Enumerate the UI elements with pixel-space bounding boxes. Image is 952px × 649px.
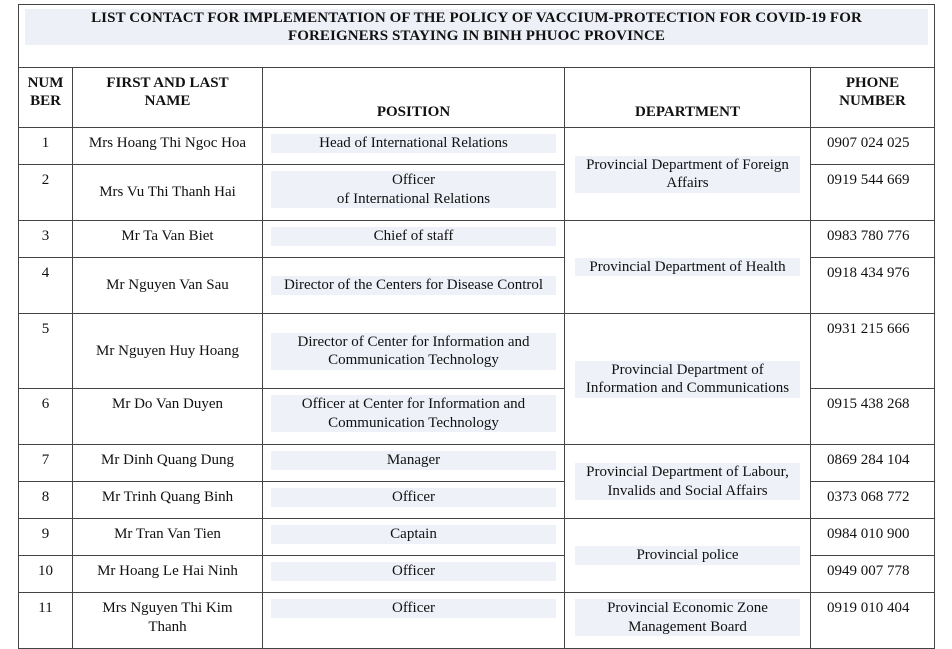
- name-line2: Thanh: [148, 618, 187, 635]
- row-position: [263, 258, 565, 314]
- department-line1: Provincial Economic Zone: [607, 600, 768, 616]
- row-number: 7: [19, 445, 73, 482]
- header-phone-line1: PHONE: [845, 75, 900, 91]
- row-name: Mr Do Van Duyen: [73, 389, 263, 445]
- header-position-label: POSITION: [376, 104, 451, 120]
- row-position-text: Manager: [271, 451, 556, 470]
- row-name: Mr Nguyen Huy Hoang: [73, 314, 263, 389]
- row-position-text: Director of the Centers for Disease Control: [271, 276, 556, 295]
- header-number-line2: BER: [30, 93, 61, 109]
- row-position: [263, 165, 565, 221]
- row-position: [263, 482, 565, 519]
- table-row: [19, 221, 935, 258]
- header-name-line1: FIRST AND LAST: [106, 75, 229, 91]
- table-row: [19, 445, 935, 482]
- row-position: [263, 128, 565, 165]
- department-line2: Management Board: [628, 618, 747, 635]
- row-phone: 0919 544 669: [811, 165, 935, 221]
- row-number: 11: [19, 593, 73, 649]
- row-phone: 0869 284 104: [811, 445, 935, 482]
- row-name: Mr Tran Van Tien: [73, 519, 263, 556]
- row-phone: 0931 215 666: [811, 314, 935, 389]
- header-row: [19, 68, 935, 128]
- table-row: [19, 128, 935, 165]
- department-cell-information: [565, 314, 811, 445]
- table-row: [19, 593, 935, 649]
- header-phone: [811, 68, 935, 128]
- row-name: Mr Hoang Le Hai Ninh: [73, 556, 263, 593]
- header-name: [73, 68, 263, 128]
- title-cell: [19, 5, 935, 68]
- row-number: 1: [19, 128, 73, 165]
- row-position: [263, 556, 565, 593]
- department-text: Provincial Department of Health: [575, 258, 800, 277]
- row-name: Mrs Hoang Thi Ngoc Hoa: [73, 128, 263, 165]
- position-line1: Director of Center for Information and: [297, 333, 530, 350]
- row-position-text: Officer: [271, 599, 556, 618]
- row-number: 10: [19, 556, 73, 593]
- department-cell-economic-zone: [565, 593, 811, 649]
- row-phone: 0918 434 976: [811, 258, 935, 314]
- department-line2: Affairs: [666, 175, 709, 191]
- row-number: 9: [19, 519, 73, 556]
- row-name: Mr Nguyen Van Sau: [73, 258, 263, 314]
- table-row: [19, 314, 935, 389]
- row-position-text: Captain: [271, 525, 556, 544]
- department-cell-police: [565, 519, 811, 593]
- contact-table: [18, 4, 935, 649]
- department-cell-labour: [565, 445, 811, 519]
- department-text: Provincial police: [575, 546, 800, 565]
- row-number: 2: [19, 165, 73, 221]
- row-number: 6: [19, 389, 73, 445]
- header-phone-line2: NUMBER: [839, 93, 906, 109]
- position-line1: Officer at Center for Information and: [301, 396, 526, 412]
- row-position-text: Head of International Relations: [271, 134, 556, 153]
- document-title-line1: LIST CONTACT FOR IMPLEMENTATION OF THE POLICY OF VACCIUM-PROTECTION FOR COVID-19 FOR: [25, 9, 928, 27]
- position-line2: Communication Technology: [328, 352, 499, 368]
- department-cell-health: [565, 221, 811, 314]
- table-row: [19, 519, 935, 556]
- department-text: [575, 156, 800, 193]
- department-line2: Information and Communications: [585, 380, 790, 396]
- row-position-text: Officer: [271, 488, 556, 507]
- row-phone: 0983 780 776: [811, 221, 935, 258]
- row-phone: 0373 068 772: [811, 482, 935, 519]
- row-number: 4: [19, 258, 73, 314]
- row-position-text: Chief of staff: [271, 227, 556, 246]
- row-name: Mr Trinh Quang Binh: [73, 482, 263, 519]
- row-position: [263, 519, 565, 556]
- row-name: Mr Dinh Quang Dung: [73, 445, 263, 482]
- row-number: 3: [19, 221, 73, 258]
- row-phone: 0949 007 778: [811, 556, 935, 593]
- row-position-text: [271, 333, 556, 370]
- department-text: [575, 463, 800, 500]
- position-line1: Officer: [391, 172, 436, 188]
- header-position: [263, 68, 565, 128]
- department-line2: Invalids and Social Affairs: [607, 482, 768, 499]
- row-number: 5: [19, 314, 73, 389]
- title-row: [19, 5, 935, 68]
- row-position: [263, 221, 565, 258]
- row-position-text: [271, 171, 556, 208]
- header-number-line1: NUM: [27, 75, 64, 91]
- name-line1: Mrs Nguyen Thi Kim: [102, 600, 233, 616]
- row-name: Mr Ta Van Biet: [73, 221, 263, 258]
- department-line1: Provincial Department of: [611, 361, 764, 378]
- department-line1: Provincial Department of Foreign: [586, 156, 789, 173]
- row-position-text: [271, 395, 556, 432]
- row-number: 8: [19, 482, 73, 519]
- row-phone: 0984 010 900: [811, 519, 935, 556]
- document-title-line2: FOREIGNERS STAYING IN BINH PHUOC PROVINCE: [25, 27, 928, 45]
- department-text: [575, 599, 800, 636]
- row-position: [263, 389, 565, 445]
- row-phone: 0907 024 025: [811, 128, 935, 165]
- row-phone: 0919 010 404: [811, 593, 935, 649]
- row-phone: 0915 438 268: [811, 389, 935, 445]
- row-name: [73, 593, 263, 649]
- row-name: Mrs Vu Thi Thanh Hai: [73, 165, 263, 221]
- row-position: [263, 593, 565, 649]
- department-text: [575, 361, 800, 398]
- header-name-line2: NAME: [144, 93, 191, 109]
- header-number: [19, 68, 73, 128]
- position-line2: of International Relations: [336, 190, 491, 207]
- header-department: [565, 68, 811, 128]
- department-cell-foreign-affairs: [565, 128, 811, 221]
- row-position: [263, 314, 565, 389]
- row-position-text: Officer: [271, 562, 556, 581]
- department-line1: Provincial Department of Labour,: [586, 464, 789, 480]
- position-line2: Communication Technology: [328, 414, 499, 431]
- header-department-label: DEPARTMENT: [634, 104, 741, 120]
- row-position: [263, 445, 565, 482]
